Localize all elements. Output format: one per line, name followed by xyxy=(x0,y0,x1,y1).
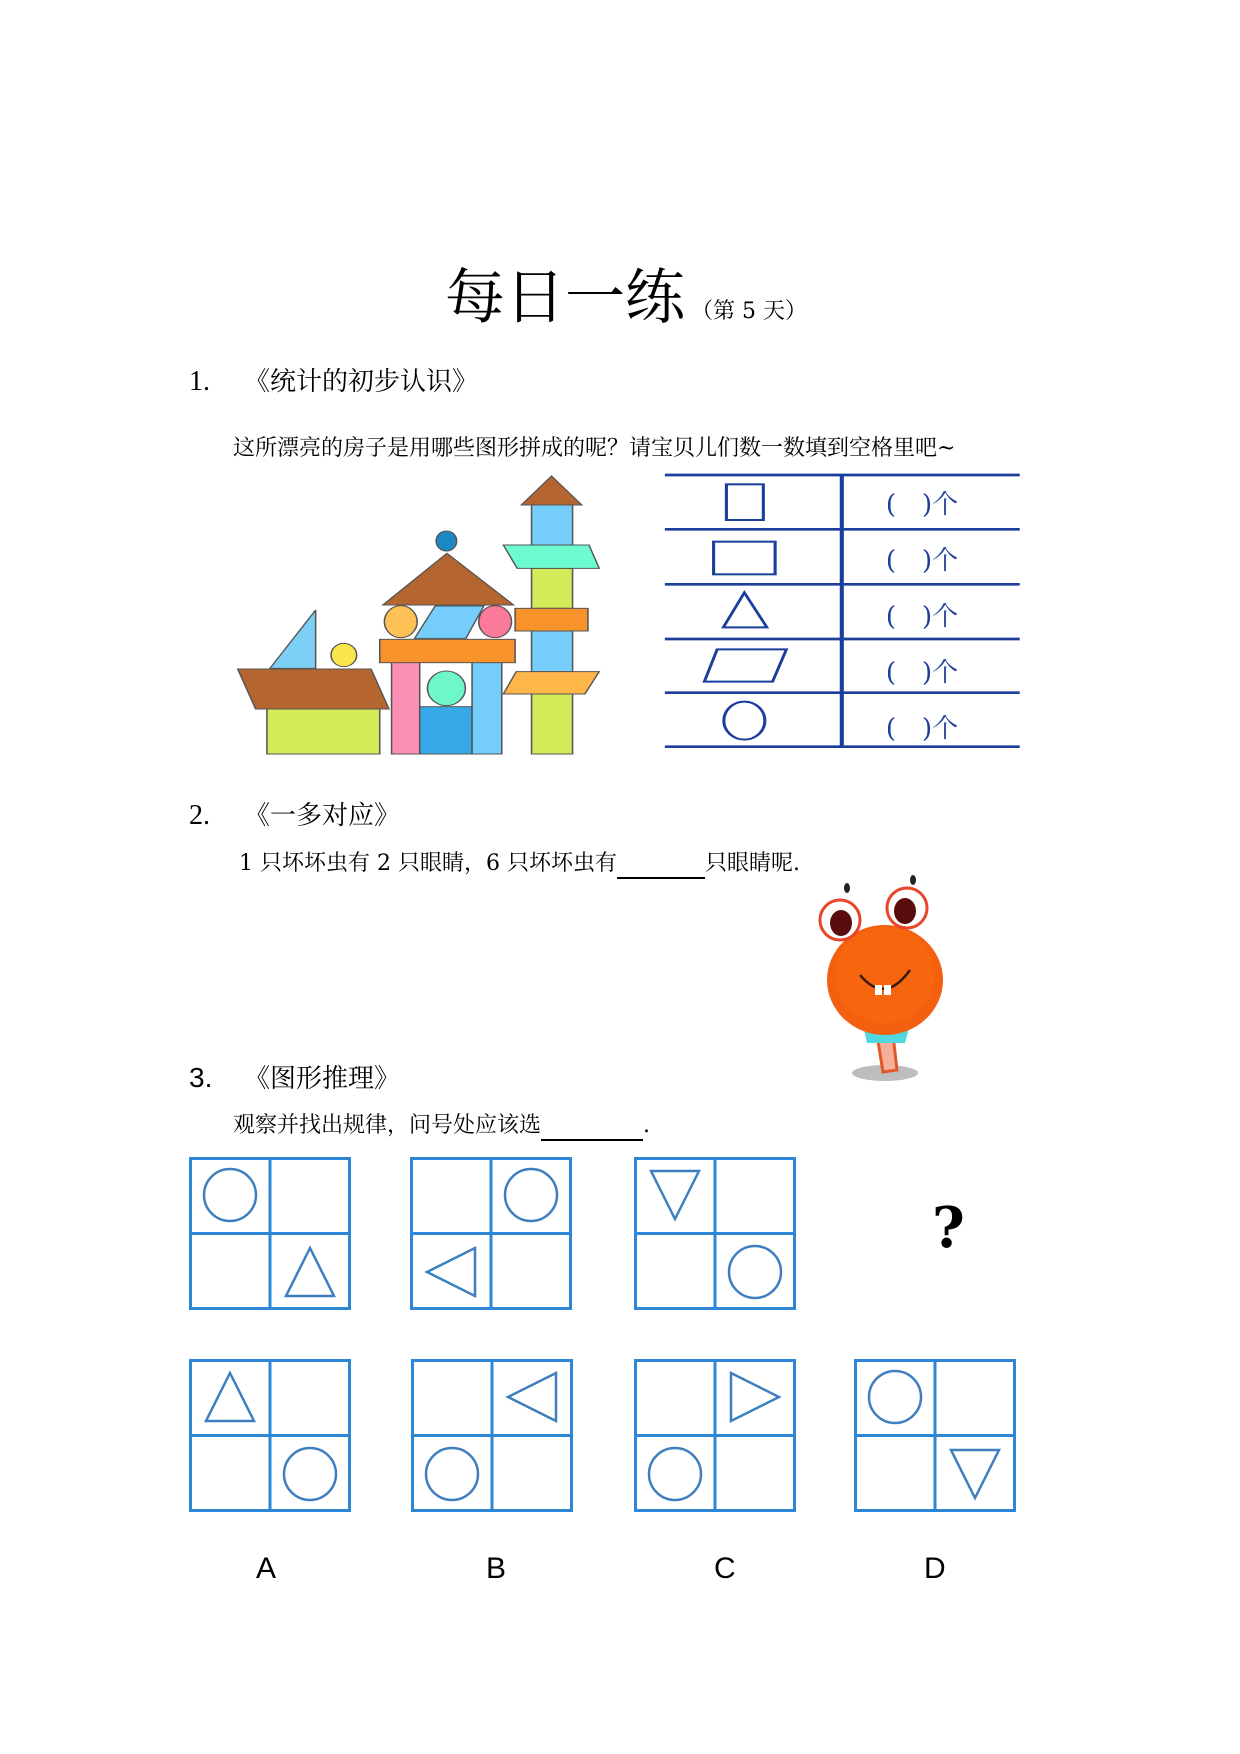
grid-2x2 xyxy=(189,1157,351,1310)
grid-2x2 xyxy=(854,1359,1016,1512)
option-d-figure[interactable] xyxy=(854,1359,1016,1512)
question-mark: ? xyxy=(932,1195,965,1261)
circle-icon xyxy=(649,1448,701,1500)
triangle-icon xyxy=(723,593,767,628)
grid-2x2 xyxy=(634,1359,796,1512)
circle-icon xyxy=(426,1448,478,1500)
triangle-down-icon xyxy=(951,1450,999,1498)
option-b-figure[interactable] xyxy=(411,1359,573,1512)
yellow-circle xyxy=(331,643,357,666)
circle-icon xyxy=(869,1371,921,1423)
option-c-label[interactable]: C xyxy=(714,1552,736,1585)
square-icon xyxy=(726,484,763,520)
section-number: 1. xyxy=(189,366,210,397)
answer-blank-circle[interactable]: ( )个 xyxy=(885,714,959,744)
option-d-label[interactable]: D xyxy=(924,1552,946,1585)
rectangle-icon xyxy=(714,542,776,575)
option-c-figure[interactable] xyxy=(634,1359,796,1512)
circle-icon xyxy=(505,1169,557,1221)
grid-2x2 xyxy=(634,1157,796,1310)
circle-icon xyxy=(204,1169,256,1221)
sequence-figure-1 xyxy=(189,1157,351,1310)
triangle-left-icon xyxy=(508,1373,556,1421)
section-title: 《图形推理》 xyxy=(244,1064,401,1094)
title-day: （第 5 天） xyxy=(691,299,807,324)
circle-icon xyxy=(284,1448,336,1500)
circle-icon xyxy=(724,702,765,740)
triangle-up-icon xyxy=(206,1373,254,1421)
option-a-figure[interactable] xyxy=(189,1359,351,1512)
answer-blank[interactable] xyxy=(617,853,705,879)
answer-blank-square[interactable]: ( )个 xyxy=(885,490,959,520)
grid-2x2 xyxy=(411,1359,573,1512)
option-b-label[interactable]: B xyxy=(486,1552,507,1585)
section-1-instruction: 这所漂亮的房子是用哪些图形拼成的呢？请宝贝儿们数一数填到空格里吧~ xyxy=(233,436,956,461)
answer-blank-rectangle[interactable]: ( )个 xyxy=(885,546,959,576)
circle-icon xyxy=(729,1246,781,1298)
section-3-instruction xyxy=(233,1111,650,1141)
title-main: 每日一练 xyxy=(445,263,685,333)
grid-2x2 xyxy=(410,1157,572,1310)
answer-blank-parallelogram[interactable]: ( )个 xyxy=(885,658,959,688)
section-1-heading xyxy=(189,366,478,398)
green-base xyxy=(267,709,380,754)
monster-bug-illustration xyxy=(805,875,955,1085)
question-text: 1 只坏坏虫有 2 只眼睛，6 只坏坏虫有 xyxy=(239,851,617,876)
answer-blank[interactable] xyxy=(541,1115,643,1141)
section-2-heading xyxy=(189,800,400,832)
instruction-text: 观察并找出规律，问号处应该选 xyxy=(233,1113,542,1138)
grid-2x2 xyxy=(189,1359,351,1512)
instruction-end: . xyxy=(643,1113,651,1138)
section-title: 《一多对应》 xyxy=(244,801,401,831)
section-3-heading xyxy=(189,1062,400,1095)
sequence-figure-2 xyxy=(410,1157,572,1310)
answer-blank-triangle[interactable]: ( )个 xyxy=(885,602,959,632)
table-answers xyxy=(822,477,1022,757)
page-title xyxy=(445,262,807,348)
triangle-down-icon xyxy=(651,1171,699,1219)
triangle-left-icon xyxy=(427,1248,475,1296)
section-number: 2. xyxy=(189,800,210,831)
option-a-label[interactable]: A xyxy=(256,1552,277,1585)
section-number: 3. xyxy=(189,1062,213,1093)
question-text-end: 只眼睛呢. xyxy=(704,851,800,876)
sequence-figure-3 xyxy=(634,1157,796,1310)
brown-roof xyxy=(238,669,389,709)
triangle-up-icon xyxy=(286,1248,334,1296)
parallelogram-icon xyxy=(704,649,786,681)
section-title: 《统计的初步认识》 xyxy=(244,367,479,397)
section-2-question xyxy=(239,849,800,879)
sail-triangle xyxy=(270,610,316,668)
triangle-right-icon xyxy=(731,1373,779,1421)
